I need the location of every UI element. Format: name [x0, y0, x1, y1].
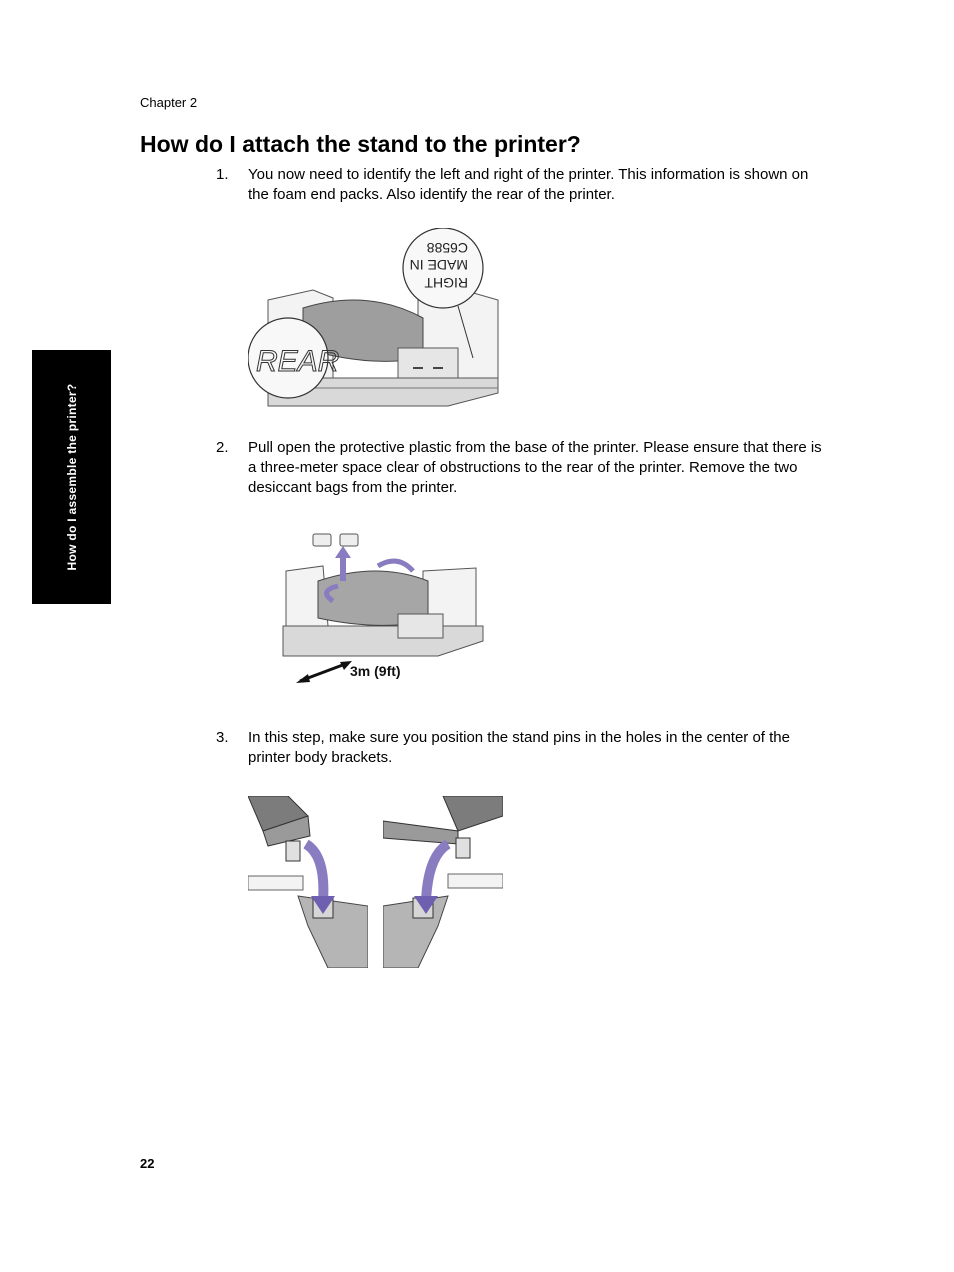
left-bracket-panel [248, 796, 368, 968]
step-text: You now need to identify the left and right of the printer. This information is shown on the foam end packs. Also identify the rear of the printer. [248, 166, 809, 203]
page-title: How do I attach the stand to the printer? [140, 131, 581, 157]
figure-stand-pins-into-brackets [248, 796, 503, 968]
side-tab [32, 350, 111, 604]
callout-right-label: RIGHT [424, 275, 468, 291]
distance-label: 3m (9ft) [350, 663, 401, 679]
step-text: Pull open the protective plastic from the base of the printer. Please ensure that there is a three-meter space clear of obstructions to the rear of the printer. Remove the two desiccant bags from the printer. [248, 439, 822, 496]
side-tab-label: How do I assemble the printer? [64, 383, 79, 571]
step-text: In this step, make sure you position the stand pins in the holes in the center of the printer body brackets. [248, 729, 790, 766]
page-number: 22 [140, 1156, 155, 1171]
right-bracket-panel [383, 796, 503, 968]
figure-printer-rear-identification [248, 228, 503, 408]
rear-label: REAR [256, 345, 340, 378]
step-number: 3. [216, 729, 229, 746]
chapter-label: Chapter 2 [140, 95, 198, 110]
figure-remove-plastic-and-desiccant [248, 526, 503, 696]
callout-part-label: C6588 [426, 240, 468, 256]
step-number: 2. [216, 439, 229, 456]
callout-made-in-label: MADE IN [409, 257, 468, 273]
step-number: 1. [216, 166, 229, 183]
